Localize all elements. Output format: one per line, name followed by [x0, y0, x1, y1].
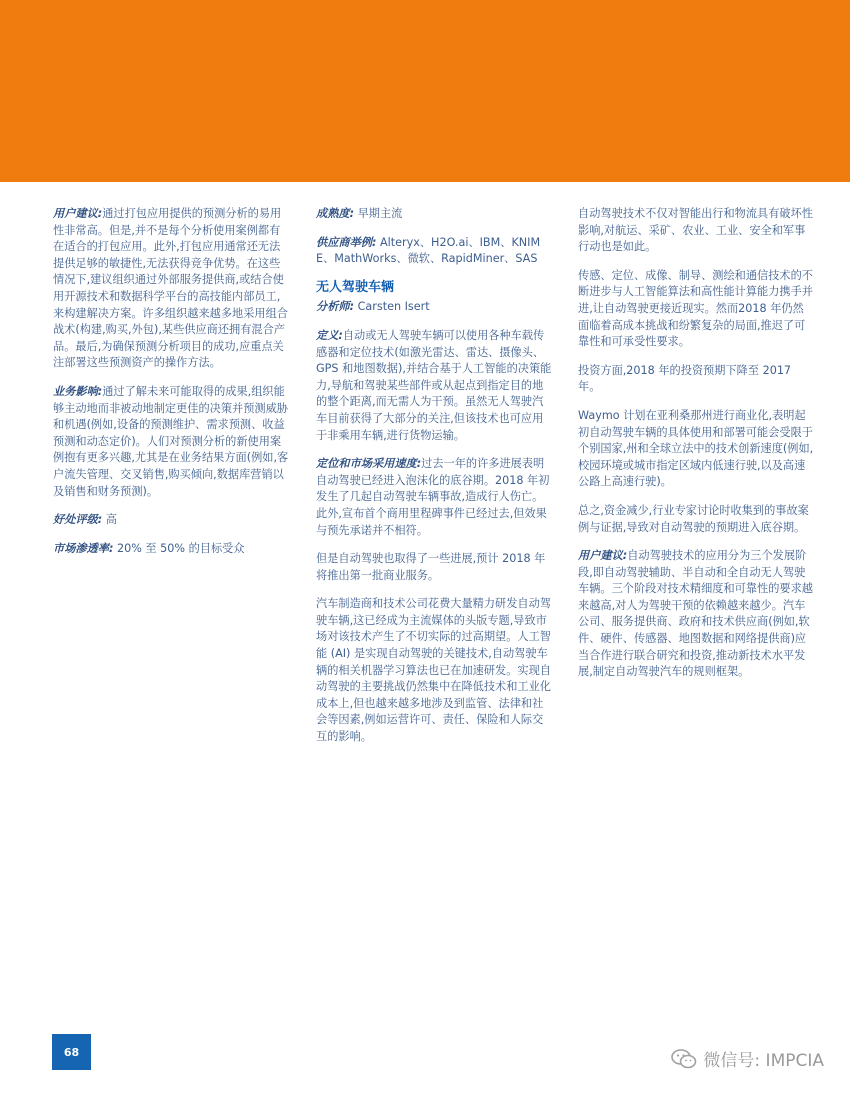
analyst-text: Carsten Isert [357, 300, 430, 314]
maturity-label: 成熟度: [316, 207, 355, 220]
paragraph-analyst [316, 299, 552, 316]
positioning-text: 过去一年的许多进展表明自动驾驶已经进入泡沫化的底谷期。2018 年初发生了几起自动驾驶车辆事故,造成行人伤亡。此外,宣布首个商用里程碑事件已经过去,但效果与预先承诺并不相符。 [316, 457, 550, 537]
paragraph-technology: 传感、定位、成像、制导、测绘和通信技术的不断进步与人工智能算法和高性能计算能力携手并进,让自动驾驶更接近现实。然而2018 年仍然面临着高成本挑战和纷繁复杂的局面,推迟了可靠性和可承受性要求。 [578, 268, 813, 349]
user-advice-label-2: 用户建议: [578, 549, 628, 563]
paragraph-positioning [316, 456, 552, 539]
paragraph-market-penetration [53, 541, 289, 558]
paragraph-investment: 投资方面,2018 年的投资预期下降至 2017 年。 [578, 363, 792, 394]
market-penetration-label: 市场渗透率: [53, 541, 114, 555]
section-title: 无人驾驶车辆 [316, 279, 395, 295]
watermark [671, 1046, 824, 1071]
paragraph-progress: 但是自动驾驶也取得了一些进展,预计 2018 年将推出第一批商业服务。 [316, 552, 546, 582]
user-advice-label: 用户建议: [53, 207, 103, 220]
paragraph-maturity [316, 206, 552, 223]
paragraph-definition [316, 328, 552, 444]
maturity-text: 早期主流 [357, 207, 403, 220]
paragraph-business-impact [53, 384, 289, 500]
definition-text: 自动或无人驾驶车辆可以使用各种车载传感器和定位技术(如激光雷达、雷达、摄像头、GPS 和地图数据),并结合基于人工智能的决策能力,导航和驾驶某些部件或从起点到指定目的地的整个距离,而无需人为干预。虽然无人驾驶汽车目前获得了大部分的关注,但该技术也可应用于非乘用车辆,进行货物运输。 [316, 328, 552, 442]
page-number: 68 [52, 1034, 91, 1070]
paragraph-summary: 总之,资金减少,行业专家讨论时收集到的事故案例与证据,导致对自动驾驶的预期进入底谷期。 [578, 503, 809, 534]
positioning-label: 定位和市场采用速度: [316, 457, 422, 471]
definition-label: 定义: [316, 328, 343, 342]
paragraph-waymo: Waymo 计划在亚利桑那州进行商业化,表明起初自动驾驶车辆的具体使用和部署可能会受限于个别国家,州和全球立法中的技术创新速度(例如,校园环境或城市指定区域内低速行驶,以及高速公路上高速行驶)。 [578, 408, 814, 489]
text-column-2 [316, 206, 552, 758]
vendors-label: 供应商举例: [316, 235, 377, 249]
analyst-label: 分析师: [316, 300, 355, 314]
business-impact-text: 通过了解未来可能取得的成果,组织能够主动地而非被动地制定更佳的决策并预测威胁和机遇(例如,设备的预测维护、需求预测、收益预测和动态定价)。人们对预测分析的新使用案例抱有更多兴趣,尤其是在业务结果方面(例如,客户流失管理、交叉销售,购买倾向,数据库营销以及销售和财务预测)。 [53, 384, 289, 498]
market-penetration-text: 20% 至 50% 的目标受众 [116, 541, 245, 555]
text-column-1 [53, 206, 289, 569]
header-banner [0, 0, 850, 182]
paragraph-vendors [316, 235, 552, 268]
benefit-rating-text: 高 [105, 513, 117, 527]
paragraph-benefit-rating [53, 512, 289, 529]
watermark-text: 微信号: IMPCIA [703, 1051, 824, 1071]
user-advice-text-2: 自动驾驶技术的应用分为三个发展阶段,即自动驾驶辅助、半自动和全自动无人驾驶车辆。三个阶段对技术精细度和可靠性的要求越来越高,对人为驾驶干预的依赖越来越少。汽车公司、服务提供商、政府和技术供应商(例如,软件、硬件、传感器、地图数据和网络提供商)应当合作进行联合研究和投资,推动新技术水平发展,制定自动驾驶汽车的规则框架。 [578, 549, 813, 679]
text-column-3 [578, 206, 814, 693]
paragraph-user-advice [53, 206, 289, 372]
vendors-text: Alteryx、H2O.ai、IBM、KNIME、MathWorks、微软、RapidMiner、SAS [316, 235, 541, 266]
business-impact-label: 业务影响: [53, 384, 103, 398]
paragraph-user-advice-2 [578, 548, 814, 681]
paragraph-disruption: 自动驾驶技术不仅对智能出行和物流具有破坏性影响,对航运、采矿、农业、工业、安全和军事行动也是如此。 [578, 207, 813, 254]
user-advice-text: 通过打包应用提供的预测分析的易用性非常高。但是,并不是每个分析使用案例都有在适合的打包应用。此外,打包应用通常还无法提供足够的敏捷性,无法获得竞争优势。在这些情况下,建议组织通过外部服务提供商,或结合使用开源技术和数据科学平台的高技能内部员工,来构建解决方案。许多组织越来越多地采用组合战术(构建,购买,外包),某些供应商还拥有混合产品。最后,为确保预测分析项目的成功,应重点关注部署这些预测资产的操作方法。 [53, 207, 288, 370]
paragraph-automakers: 汽车制造商和技术公司花费大量精力研发自动驾驶车辆,这已经成为主流媒体的头版专题,导致市场对该技术产生了不切实际的过高期望。人工智能 (AI) 是实现自动驾驶的关键技术,自动驾驶车辆的相关机器学习算法也已在加速研发。实现自动驾驶的主要挑战仍然集中在降低技术和工业化成本上,但也越来越多地涉及到监管、法律和社会等因素,例如运营许可、责任、保险和人际交互的影响。 [316, 597, 551, 744]
benefit-rating-label: 好处评级: [53, 513, 103, 527]
wechat-icon [671, 1049, 697, 1069]
